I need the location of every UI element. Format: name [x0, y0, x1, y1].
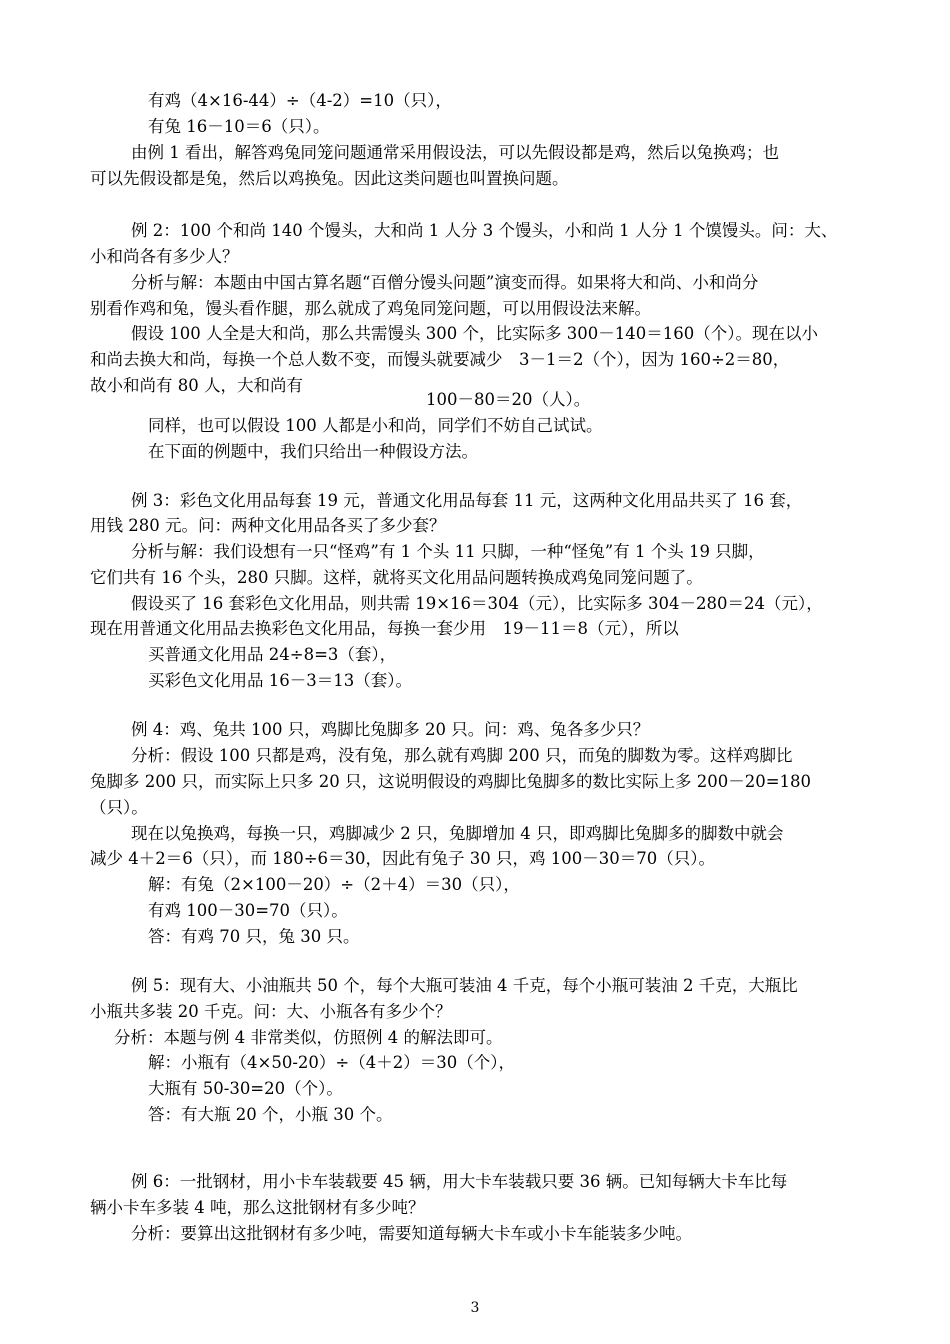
text-line: 买彩色文化用品 16－3＝13（套）。 — [148, 671, 412, 690]
text-line: 例 5：现有大、小油瓶共 50 个，每个大瓶可装油 4 千克，每个小瓶可装油 2 千克，大瓶比 — [131, 976, 798, 995]
text-line: 减少 4＋2＝6（只），而 180÷6＝30，因此有兔子 30 只，鸡 100－30＝70（只）。 — [90, 849, 716, 868]
page-number: 3 — [470, 1300, 480, 1316]
text-line: 有鸡（4×16-44）÷（4-2）=10（只）， — [148, 91, 452, 110]
text-line: （只）。 — [90, 798, 148, 817]
text-line: 分析与解：我们设想有一只“怪鸡”有 1 个头 11 只脚，一种“怪兔”有 1 个头 19 只脚， — [131, 542, 765, 561]
text-line: 故小和尚有 80 人，大和尚有 — [90, 376, 303, 395]
text-line: 可以先假设都是兔，然后以鸡换兔。因此这类问题也叫置换问题。 — [90, 169, 569, 188]
text-line: 兔脚多 200 只，而实际上只多 20 只，这说明假设的鸡脚比兔脚多的数比实际上多 200－20=180 — [90, 772, 812, 791]
text-line: 有鸡 100－30=70（只）。 — [148, 901, 348, 920]
text-line: 例 4：鸡、兔共 100 只，鸡脚比兔脚多 20 只。问：鸡、兔各多少只？ — [131, 720, 650, 739]
text-line: 答：有鸡 70 只，兔 30 只。 — [148, 927, 360, 946]
text-line: 解：有兔（2×100－20）÷（2＋4）＝30（只）， — [148, 875, 520, 894]
text-line: 分析与解：本题由中国古算名题“百僧分馒头问题”演变而得。如果将大和尚、小和尚分 — [131, 273, 759, 292]
text-line: 别看作鸡和兔，馒头看作腿，那么就成了鸡兔同笼问题，可以用假设法来解。 — [90, 299, 651, 318]
text-line: 小瓶共多装 20 千克。问：大、小瓶各有多少个？ — [90, 1002, 452, 1021]
text-line: 买普通文化用品 24÷8=3（套）， — [148, 645, 397, 664]
text-line: 答：有大瓶 20 个，小瓶 30 个。 — [148, 1105, 393, 1124]
text-line: 分析：本题与例 4 非常类似，仿照例 4 的解法即可。 — [114, 1028, 503, 1047]
text-line: 辆小卡车多装 4 吨，那么这批钢材有多少吨？ — [90, 1198, 425, 1217]
text-line: 100－80＝20（人）。 — [426, 390, 591, 409]
text-line: 用钱 280 元。问：两种文化用品各买了多少套？ — [90, 516, 446, 535]
text-line: 例 3：彩色文化用品每套 19 元，普通文化用品每套 11 元，这两种文化用品共买了 16 套， — [131, 491, 803, 510]
text-line: 例 2：100 个和尚 140 个馒头，大和尚 1 人分 3 个馒头，小和尚 1 人分 1 个馍馒头。问：大、 — [131, 221, 838, 240]
text-line: 大瓶有 50-30=20（个）。 — [148, 1079, 343, 1098]
text-line: 现在用普通文化用品去换彩色文化用品，每换一套少用 19－11＝8（元），所以 — [90, 619, 679, 638]
text-line: 现在以兔换鸡，每换一只，鸡脚减少 2 只，兔脚增加 4 只，即鸡脚比兔脚多的脚数中就会 — [131, 824, 784, 843]
text-line: 分析：假设 100 只都是鸡，没有兔，那么就有鸡脚 200 只，而兔的脚数为零。这样鸡脚比 — [131, 746, 793, 765]
text-line: 在下面的例题中，我们只给出一种假设方法。 — [148, 442, 478, 461]
text-line: 有兔 16－10＝6（只）。 — [148, 117, 330, 136]
text-line: 分析：要算出这批钢材有多少吨，需要知道每辆大卡车或小卡车能装多少吨。 — [131, 1224, 692, 1243]
text-line: 和尚去换大和尚，每换一个总人数不变，而馒头就要减少 3－1＝2（个），因为 160÷2＝80， — [90, 350, 790, 369]
text-line: 它们共有 16 个头，280 只脚。这样，就将买文化用品问题转换成鸡兔同笼问题了。 — [90, 568, 703, 587]
text-line: 同样，也可以假设 100 人都是小和尚，同学们不妨自己试试。 — [148, 416, 603, 435]
text-line: 假设 100 人全是大和尚，那么共需馒头 300 个，比实际多 300－140＝160（个）。现在以小 — [131, 324, 818, 343]
text-line: 假设买了 16 套彩色文化用品，则共需 19×16＝304（元），比实际多 304－280＝24（元）， — [131, 594, 823, 613]
text-line: 解：小瓶有（4×50-20）÷（4＋2）＝30（个）， — [148, 1053, 515, 1072]
text-line: 由例 1 看出，解答鸡兔同笼问题通常采用假设法，可以先假设都是鸡，然后以兔换鸡；也 — [131, 143, 779, 162]
text-line: 小和尚各有多少人？ — [90, 247, 239, 266]
text-line: 例 6：一批钢材，用小卡车装载要 45 辆，用大卡车装载只要 36 辆。已知每辆大卡车比每 — [131, 1172, 788, 1191]
